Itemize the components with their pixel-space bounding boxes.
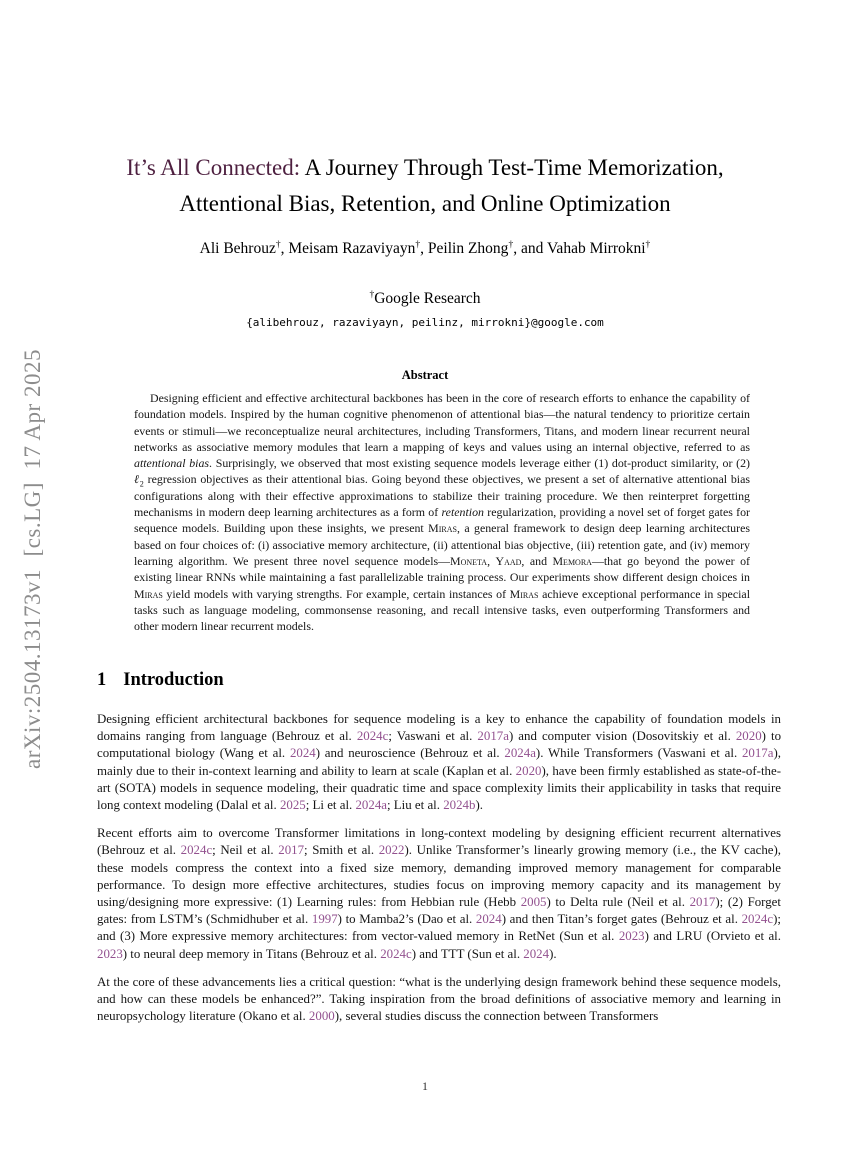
text-run: It’s All Connected: [126, 155, 301, 180]
section-number: 1 [97, 670, 107, 690]
citation-year-link[interactable]: 2000 [308, 1009, 335, 1024]
text-run: ) and TTT (Sun et al. [411, 946, 524, 961]
text-run: Recent efforts aim to overcome Transformer limitations in long-context modeling by designing efficient recurrent alternatives (Behrouz et al. [97, 826, 781, 858]
text-run: Google Research [374, 290, 481, 307]
text-run: regression objectives as their attentional bias. Going beyond these objectives, we present a set of alternative attentional bias configurations along with their effective approximations to stabilize their training procedure. We then reinterpret forgetting mechanisms in modern deep learning architectures as a form of [134, 472, 750, 520]
affiliation-line [60, 290, 790, 308]
text-run: ) and computer vision (Dosovitskiy et al. [508, 729, 736, 744]
text-run: ) and LRU (Orvieto et al. [644, 929, 781, 944]
authors-line [60, 240, 790, 258]
citation-year-link[interactable]: 2005 [520, 895, 547, 910]
citation-year-link[interactable]: 2022 [378, 843, 405, 858]
text-run: yield models with varying strengths. For example, certain instances of [162, 586, 510, 601]
text-run: , Meisam Razaviyayn [280, 240, 416, 257]
text-run: ); and (3) More expressive memory architectures: from vector-valued memory in RetNet (Sun et al. [97, 912, 781, 944]
text-run: Moneta [450, 553, 488, 568]
citation-year-link[interactable]: 2024b [443, 798, 476, 813]
title-line-1 [60, 150, 790, 186]
text-run: ℓ [134, 472, 140, 487]
text-run: ; Smith et al. [304, 843, 379, 858]
text-run: Yaad [495, 553, 522, 568]
citation-year-link[interactable]: 2023 [618, 929, 645, 944]
text-run: ); (2) Forget gates: from LSTM’s (Schmidhuber et al. [97, 895, 781, 927]
citation-year-link[interactable]: 2017a [477, 729, 509, 744]
text-run: ) to neural deep memory in Titans (Behrouz et al. [122, 946, 381, 961]
text-run: , and [521, 553, 553, 568]
text-run: . Surprisingly, we observed that most existing sequence models leverage either (1) dot-product similarity, or (2) [209, 456, 750, 471]
text-run: Designing efficient architectural backbones for sequence modeling is a key to enhance the capability of foundation models in domains ranging from language (Behrouz et al. [97, 712, 781, 744]
text-run: ). [549, 946, 557, 961]
intro-paragraph-1 [97, 711, 781, 814]
citation-year-link[interactable]: 2024 [523, 946, 550, 961]
text-run: , a general framework to design deep learning architectures based on four choices of: (i) associative memory architecture, (ii) attentional bias objective, (iii) retention gate, and (iv) memory learning algorithm. We present three novel sequence models— [134, 521, 750, 568]
section-title: Introduction [123, 670, 224, 690]
citation-year-link[interactable]: 2020 [515, 763, 542, 778]
text-run: retention [441, 505, 484, 520]
text-run: Memora [552, 553, 592, 568]
citation-year-link[interactable]: 2017 [278, 843, 305, 858]
text-run: ) and neuroscience (Behrouz et al. [315, 746, 505, 761]
citation-year-link[interactable]: 2024 [289, 746, 316, 761]
citation-year-link[interactable]: 2024a [355, 798, 387, 813]
title-line-2: Attentional Bias, Retention, and Online Optimization [179, 191, 671, 216]
citation-year-link[interactable]: 2024c [380, 946, 412, 961]
text-run: —that go beyond the power of existing linear RNNs while maintaining a fast parallelizable training process. Our experiments show different design choices in [134, 553, 750, 585]
arxiv-stamp: arXiv:2504.13173v1 [cs.LG] 17 Apr 2025 [20, 349, 45, 769]
text-run: Designing efficient and effective architectural backbones has been in the core of research efforts to enhance the capability of foundation models. Inspired by the human cognitive phenomenon of attentional bias—the natural tendency to prioritize certain events or stimuli—we reconceptualize neural architectures, including Transformers, Titans, and modern linear recurrent neural networks as associative memory modules that learn a mapping of keys and values using an internal objective, referred to as [134, 391, 750, 454]
paper-title [60, 150, 790, 222]
text-run: ), have been firmly established as state-of-the-art (SOTA) models in sequence modeling, their quadratic time and space complexity limits their applicability in tasks that require long context modeling (Dalal et al. [97, 763, 781, 813]
email-line: {alibehrouz, razaviyayn, peilinz, mirrokni}@google.com [246, 316, 604, 329]
text-run: ). Unlike Transformer’s linearly growing memory (i.e., the KV cache), these models compress the context into a fixed size memory, demanding improved memory management for comparable performance. To design more effective architectures, studies focus on improving memory capacity and its management by using/designing more expressive: (1) Learning rules: from Hebbian rule (Hebb [97, 843, 782, 910]
text-run: † [275, 238, 281, 250]
text-run: Miras [134, 586, 163, 601]
text-run: Ali Behrouz [199, 240, 276, 257]
introduction-body [97, 711, 781, 1025]
text-run: regularization, providing a novel set of forget gates for sequence models. Building upon these insights, we present [134, 505, 751, 536]
text-run: ; Li et al. [305, 798, 356, 813]
citation-year-link[interactable]: 2024 [475, 912, 502, 927]
citation-year-link[interactable]: 2024c [180, 843, 213, 858]
text-run: ; Liu et al. [387, 798, 444, 813]
citation-year-link[interactable]: 2024a [504, 746, 536, 761]
text-run: ). [475, 798, 483, 813]
intro-paragraph-3 [97, 974, 781, 1026]
citation-year-link[interactable]: 1997 [311, 912, 338, 927]
text-run: ) and then Titan’s forget gates (Behrouz et al. [501, 912, 742, 927]
citation-year-link[interactable]: 2024c [741, 912, 774, 927]
citation-year-link[interactable]: 2017a [741, 746, 774, 761]
citation-year-link[interactable]: 2023 [97, 946, 123, 961]
text-run: ; Neil et al. [212, 843, 279, 858]
text-run: ; Vaswani et al. [388, 729, 478, 744]
text-run: achieve exceptional performance in special tasks such as language modeling, commonsense reasoning, and recall intensive tasks, even outperforming Transformers and other modern linear recurrent models. [134, 586, 750, 634]
text-run: † [415, 238, 421, 250]
page-number: 1 [422, 1079, 428, 1093]
text-run: Miras [428, 521, 457, 536]
section-heading-introduction [97, 670, 780, 691]
text-run: Miras [509, 586, 539, 601]
text-run: ) to Delta rule (Neil et al. [546, 895, 690, 910]
citation-year-link[interactable]: 2024c [356, 729, 389, 744]
citation-year-link[interactable]: 2025 [279, 798, 306, 813]
intro-paragraph-2 [97, 825, 781, 963]
text-run: At the core of these advancements lies a critical question: “what is the underlying design framework behind these sequence models, and how can these models be enhanced?”. Taking inspiration from the broad definitions of associative memory and learning in neuropsychology literature (Okano et al. [97, 974, 781, 1024]
text-run: † [508, 238, 514, 250]
citation-year-link[interactable]: 2020 [735, 729, 762, 744]
text-run: 2 [139, 479, 144, 489]
text-run: ), mainly due to their in-context learning and ability to learn at scale (Kaplan et al. [97, 746, 781, 778]
text-run: ) to computational biology (Wang et al. [97, 729, 782, 761]
text-run: attentional bias [134, 456, 210, 471]
text-run: A Journey Through Test-Time Memorization, [300, 155, 724, 180]
text-run: , Peilin Zhong [420, 240, 509, 257]
text-run: , [487, 553, 496, 568]
abstract-text [134, 390, 750, 634]
text-run: ) to Mamba2’s (Dao et al. [337, 912, 476, 927]
text-run: † [369, 288, 375, 300]
abstract-heading: Abstract [401, 368, 449, 382]
text-run: † [645, 238, 651, 250]
text-run: , and Vahab Mirrokni [513, 240, 646, 257]
text-run: ). While Transformers (Vaswani et al. [535, 746, 742, 761]
citation-year-link[interactable]: 2017 [689, 895, 716, 910]
text-run: ), several studies discuss the connection between Transformers [334, 1009, 659, 1024]
